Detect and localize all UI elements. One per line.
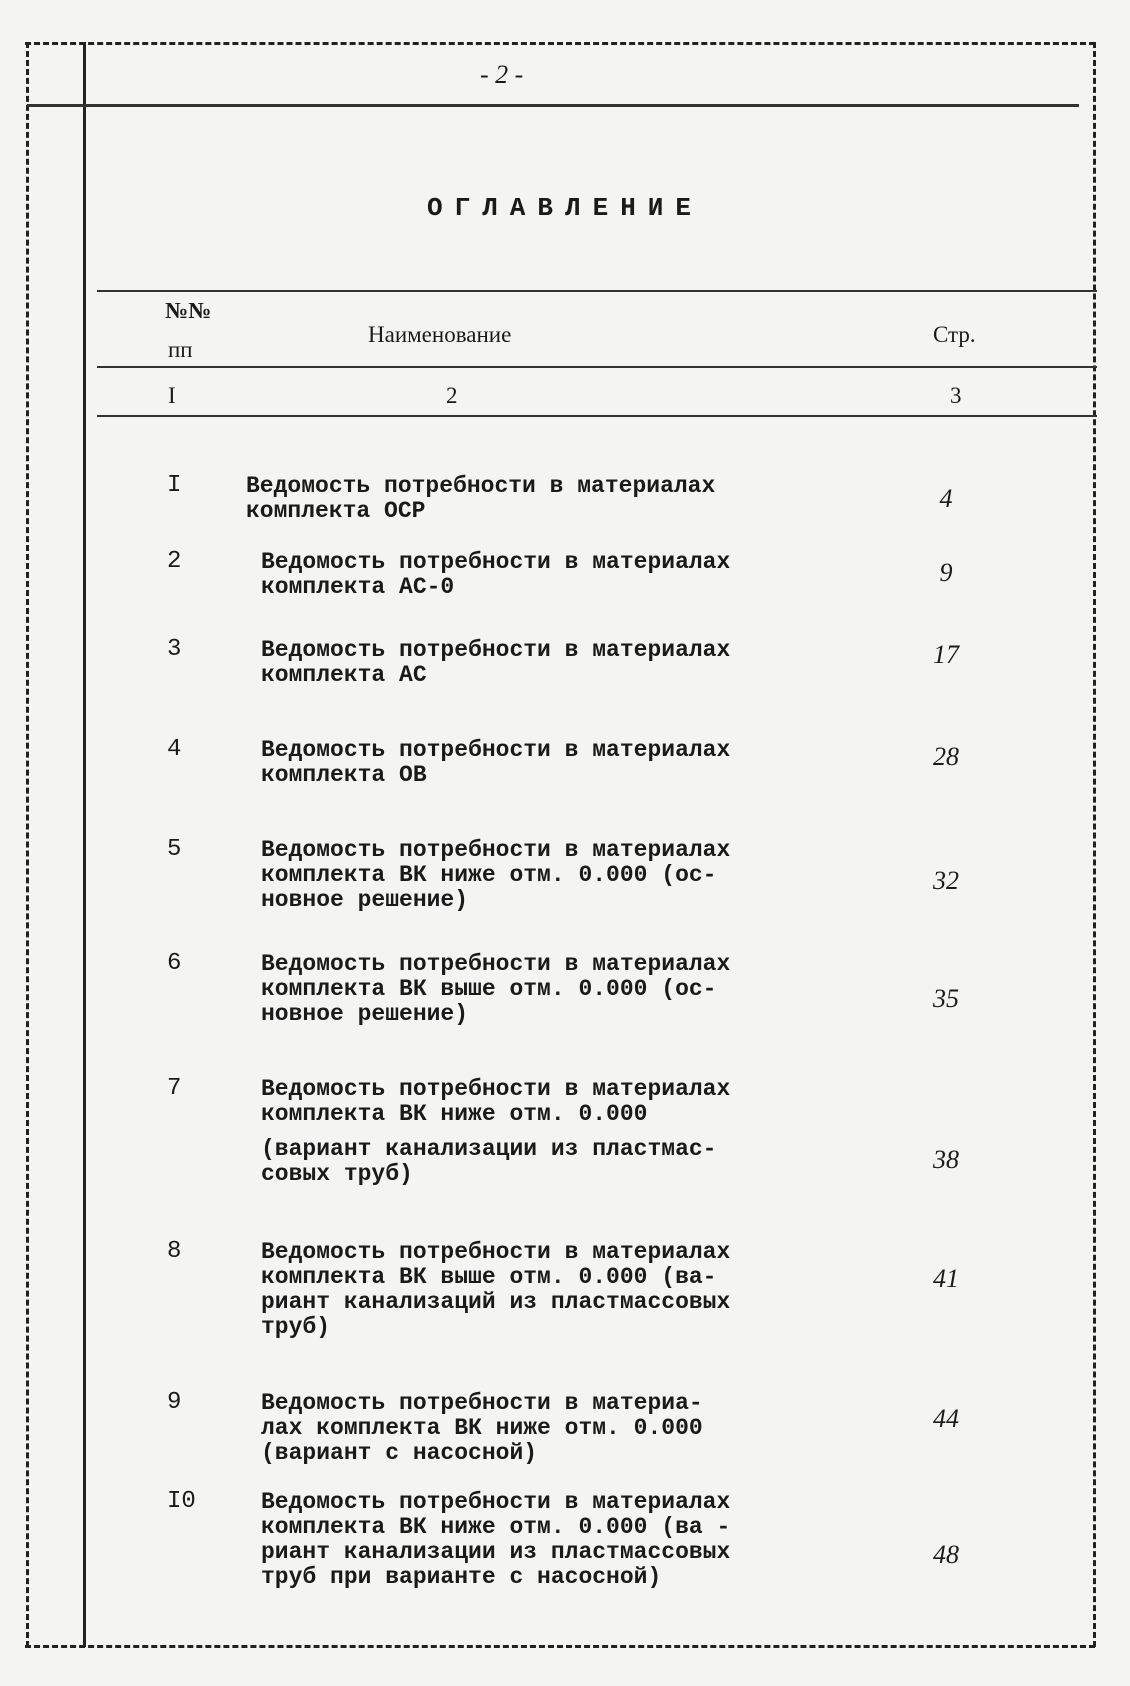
- entry-title-line: (вариант с насосной): [261, 1440, 538, 1466]
- entry-title-line: комплекта ВК ниже отм. 0.000 (ва -: [261, 1514, 731, 1540]
- entry-number: 6: [167, 950, 182, 977]
- entry-page: 44: [933, 1404, 959, 1433]
- table-colnum-rule: [97, 415, 1097, 417]
- table-top-rule: [97, 290, 1097, 292]
- entry-page: 28: [933, 742, 959, 771]
- entry-title-line: труб): [261, 1314, 331, 1340]
- entry-title-line: (вариант канализации из пластмас-: [261, 1136, 717, 1162]
- entry-number: 9: [167, 1389, 182, 1416]
- entry-page: 48: [933, 1540, 959, 1569]
- entry-title-line: комплекта ВК ниже отм. 0.000 (ос-: [261, 862, 717, 888]
- header-num-2: пп: [168, 337, 193, 362]
- entry-page: 38: [933, 1145, 959, 1174]
- entry-title-line: комплекта АС-0: [261, 574, 455, 600]
- header-rule: [27, 104, 1079, 107]
- entry-title: [261, 550, 730, 600]
- entry-title: [261, 952, 730, 1027]
- entry-title-line: комплекта ОСР: [246, 498, 426, 524]
- entry-title: [261, 1391, 703, 1466]
- entry-number: 4: [167, 736, 182, 763]
- entry-number: 5: [167, 836, 182, 863]
- entry-number: 3: [167, 636, 182, 663]
- frame-left: [26, 42, 29, 1647]
- entry-title: [261, 1240, 730, 1340]
- entry-title: [261, 638, 730, 688]
- entry-page: 32: [933, 866, 959, 895]
- entry-title-line: труб при варианте с насосной): [261, 1564, 662, 1590]
- column-number-1: I: [168, 383, 176, 408]
- entry-page: 41: [933, 1264, 959, 1293]
- column-number-2: 2: [446, 383, 458, 408]
- entry-number: 2: [167, 548, 182, 575]
- frame-bottom: [25, 1645, 1095, 1648]
- page-title: ОГЛАВЛЕНИЕ: [426, 193, 704, 223]
- entry-title-line: Ведомость потребности в материалах: [261, 737, 731, 763]
- entry-title: [261, 838, 730, 913]
- entry-title-line: Ведомость потребности в материа-: [261, 1390, 703, 1416]
- entry-title-line: Ведомость потребности в материалах: [246, 473, 716, 499]
- entry-title-line: Ведомость потребности в материалах: [261, 1239, 731, 1265]
- entry-title-line: риант канализации из пластмассовых: [261, 1539, 731, 1565]
- entry-number: I: [167, 472, 182, 499]
- entry-title-line: Ведомость потребности в материалах: [261, 1489, 731, 1515]
- entry-title-line: лах комплекта ВК ниже отм. 0.000: [261, 1415, 703, 1441]
- header-name: Наименование: [368, 322, 512, 347]
- entry-title-line: комплекта ВК ниже отм. 0.000: [261, 1101, 648, 1127]
- entry-title-line: новное решение): [261, 887, 469, 913]
- entry-title-line: Ведомость потребности в материалах: [261, 637, 731, 663]
- entry-number: 7: [167, 1075, 182, 1102]
- entry-title-line: Ведомость потребности в материалах: [261, 951, 731, 977]
- entry-title-line: комплекта АС: [261, 662, 427, 688]
- entry-page: 9: [939, 558, 953, 587]
- frame-top: [25, 42, 1095, 45]
- entry-number: I0: [167, 1488, 196, 1515]
- entry-title: [261, 1077, 730, 1187]
- entry-title-line: Ведомость потребности в материалах: [261, 549, 731, 575]
- entry-page: 17: [933, 640, 959, 669]
- column-number-3: 3: [950, 383, 962, 408]
- frame-inner-left: [83, 42, 86, 1647]
- page-number: - 2 -: [480, 60, 524, 89]
- header-page: Стр.: [933, 322, 976, 347]
- entry-title-line: комплекта ОВ: [261, 762, 427, 788]
- entry-title-line: комплекта ВК выше отм. 0.000 (ос-: [261, 976, 717, 1002]
- entry-title-line: совых труб): [261, 1161, 413, 1187]
- entry-title-line: новное решение): [261, 1001, 469, 1027]
- frame-right: [1093, 42, 1096, 1647]
- entry-title: [261, 1490, 730, 1590]
- entry-title-line: Ведомость потребности в материалах: [261, 837, 731, 863]
- entry-page: 4: [939, 484, 953, 513]
- entry-title-line: Ведомость потребности в материалах: [261, 1076, 731, 1102]
- entry-title-line: комплекта ВК выше отм. 0.000 (ва-: [261, 1264, 717, 1290]
- entry-page: 35: [933, 984, 959, 1013]
- entry-title: [261, 738, 730, 788]
- table-header-rule: [97, 366, 1097, 368]
- entry-title-line: риант канализаций из пластмассовых: [261, 1289, 731, 1315]
- entry-title: [246, 474, 715, 524]
- header-num-1: №№: [165, 298, 212, 323]
- entry-number: 8: [167, 1238, 182, 1265]
